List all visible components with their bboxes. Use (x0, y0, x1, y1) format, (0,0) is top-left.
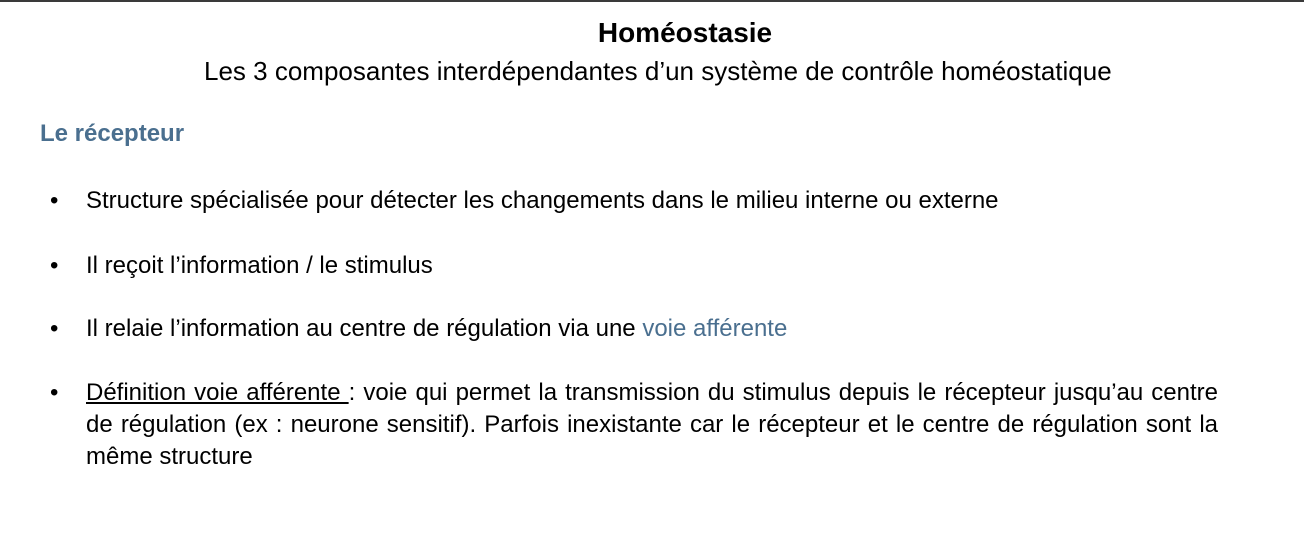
bullet-dot: • (50, 187, 59, 214)
bullet-dot: • (50, 315, 59, 342)
list-item-text-start: Il relaie l’information au centre de régulation via une (86, 315, 643, 342)
bullet-dot: • (50, 252, 59, 279)
list-item (50, 377, 1218, 473)
definition-body: voie qui permet la transmission du stimulus depuis le récepteur jusqu’au centre de régulation (ex : neurone sensitif). Parfois inexistante car le récepteur et le centre de régulation sont la même structure (86, 379, 1218, 470)
definition-text (86, 377, 1218, 473)
page-subtitle: Les 3 composantes interdépendantes d’un système de contrôle homéostatique (204, 56, 1112, 86)
afferent-pathway-term: voie afférente (642, 315, 788, 342)
list-item-text: Il reçoit l’information / le stimulus (86, 252, 433, 279)
section-heading: Le récepteur (40, 120, 185, 147)
page-title: Homéostasie (597, 17, 773, 48)
list-item-text: Structure spécialisée pour détecter les changements dans le milieu interne ou externe (86, 187, 999, 214)
bullet-dot: • (50, 379, 59, 406)
top-border (0, 0, 1304, 2)
list-item (50, 313, 1218, 345)
definition-separator: : (348, 379, 356, 406)
definition-term: Définition voie afférente (86, 379, 349, 406)
list-item-text (86, 313, 1218, 345)
list-item (50, 185, 1218, 217)
list-item (50, 250, 1218, 282)
